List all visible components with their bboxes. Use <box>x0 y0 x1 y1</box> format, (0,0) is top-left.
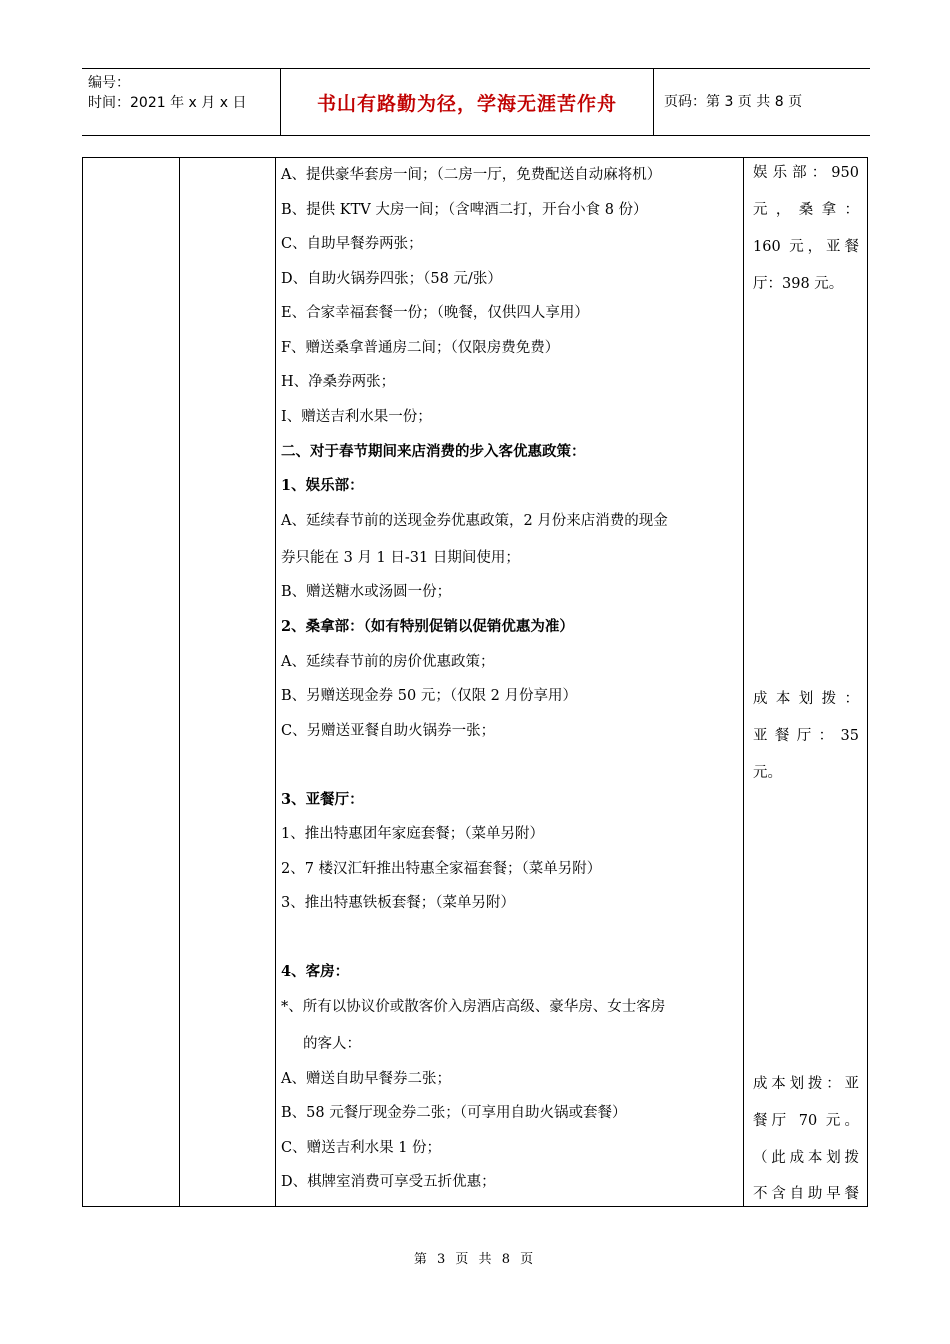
cost-note-line: （此成本划拨 <box>753 1150 859 1166</box>
content-line: B、提供 KTV 大房一间；（含啤酒二打，开台小食 8 份） <box>281 202 648 218</box>
section-heading: 二、对于春节期间来店消费的步入客优惠政策： <box>281 443 586 460</box>
content-line: *、所有以协议价或散客价入房酒店高级、豪华房、女士客房 <box>281 999 666 1015</box>
cost-note-line: 成本划拨： <box>753 691 859 707</box>
content-line: 的客人： <box>303 1036 361 1052</box>
column-divider <box>179 158 180 1206</box>
cost-note-line: 不含自助早餐 <box>753 1186 859 1202</box>
content-line: 2、7 楼汉汇轩推出特惠全家福套餐；（菜单另附） <box>281 861 602 877</box>
cost-note-line: 娱乐部：950 <box>753 165 859 181</box>
motto: 书山有路勤为径，学海无涯苦作舟 <box>316 92 617 115</box>
cost-note-line: 亚餐厅：35 <box>753 728 859 744</box>
page-footer: 第 3 页 共 8 页 <box>413 1252 537 1267</box>
content-line: C、另赠送亚餐自助火锅券一张； <box>281 723 496 739</box>
content-line: 3、推出特惠铁板套餐；（菜单另附） <box>281 895 515 911</box>
content-line: D、棋牌室消费可享受五折优惠； <box>281 1174 496 1190</box>
section-heading: 1、娱乐部： <box>281 477 364 494</box>
content-table <box>82 157 868 1207</box>
content-line: A、赠送自助早餐券二张； <box>281 1071 451 1087</box>
content-line: A、延续春节前的送现金券优惠政策，2 月份来店消费的现金 <box>281 513 668 529</box>
header-motto-cell <box>281 69 654 135</box>
cost-note-line: 餐厅 70 元。 <box>753 1113 859 1129</box>
column-divider <box>743 158 744 1206</box>
cost-note-line: 元，桑拿： <box>753 202 859 218</box>
cost-note-line: 160 元，亚餐 <box>753 239 859 255</box>
content-line: B、58 元餐厅现金券二张；（可享用自助火锅或套餐） <box>281 1105 627 1121</box>
section-heading: 2、桑拿部：（如有特别促销以促销优惠为准） <box>281 618 574 635</box>
content-line: A、延续春节前的房价优惠政策； <box>281 654 495 670</box>
header-info-cell <box>82 69 281 135</box>
serial-label: 编号： <box>88 75 130 91</box>
content-line: I、赠送吉利水果一份； <box>281 409 432 425</box>
page-number-label: 页码：第 3 页 共 8 页 <box>664 94 803 110</box>
page-header <box>82 68 870 136</box>
cost-note-line: 成本划拨：亚 <box>753 1076 859 1092</box>
section-heading: 3、亚餐厅： <box>281 791 364 808</box>
content-line: C、赠送吉利水果 1 份； <box>281 1140 442 1156</box>
time-label: 时间：2021 年 x 月 x 日 <box>88 95 247 111</box>
column-divider <box>275 158 276 1206</box>
header-page-cell <box>654 69 870 135</box>
cost-note-line: 厅：398 元。 <box>753 276 844 292</box>
content-line: B、另赠送现金券 50 元；（仅限 2 月份享用） <box>281 688 578 704</box>
content-line: A、提供豪华套房一间；（二房一厅，免费配送自动麻将机） <box>281 167 662 183</box>
cost-note-line: 元。 <box>753 765 782 781</box>
content-line: C、自助早餐券两张； <box>281 236 423 252</box>
content-line: F、赠送桑拿普通房二间；（仅限房费免费） <box>281 340 560 356</box>
content-line: B、赠送糖水或汤圆一份； <box>281 584 452 600</box>
content-line: 券只能在 3 月 1 日-31 日期间使用； <box>281 550 520 566</box>
content-line: H、净桑券两张； <box>281 374 396 390</box>
content-line: D、自助火锅券四张；（58 元/张） <box>281 271 502 287</box>
section-heading: 4、客房： <box>281 963 350 980</box>
content-line: 1、推出特惠团年家庭套餐；（菜单另附） <box>281 826 544 842</box>
content-line: E、合家幸福套餐一份；（晚餐，仅供四人享用） <box>281 305 589 321</box>
